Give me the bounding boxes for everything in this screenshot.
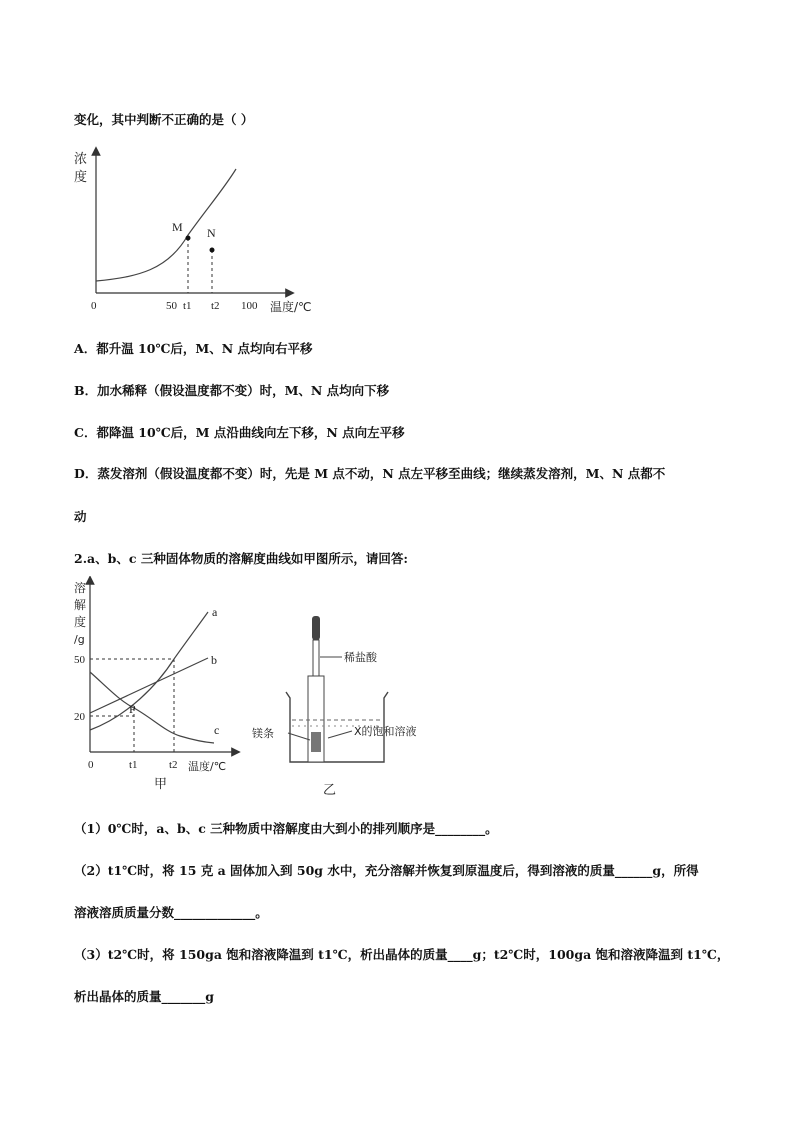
- caption-yi: 乙: [323, 783, 337, 798]
- q1-label-m: M: [172, 220, 183, 234]
- q1-curve: [96, 169, 236, 281]
- q1-xlabel: 温度/℃: [270, 300, 312, 314]
- q2-label-p: P: [129, 702, 136, 716]
- q2-label-b: b: [211, 653, 217, 667]
- q2-ylabel-4: /g: [74, 633, 85, 646]
- q2-ylabel-2: 解: [74, 598, 87, 612]
- q2-ylabel-1: 溶: [74, 581, 87, 595]
- q1-option-d-cont: 动: [74, 509, 87, 524]
- q2-tick-t2: t2: [169, 759, 178, 771]
- dropper-bulb: [312, 616, 320, 640]
- q2-label-c: c: [214, 723, 220, 737]
- q1-tick-t1: t1: [183, 300, 192, 312]
- q2-apparatus-diagram: [248, 612, 448, 837]
- q1-ylabel-1: 浓: [74, 152, 88, 167]
- q2-curve-a: [90, 612, 208, 730]
- q1-concentration-graph: [68, 145, 348, 320]
- q1-label-n: N: [207, 226, 216, 240]
- q1-option-c: C．都降温 10℃后，M 点沿曲线向左下移，N 点向左平移: [74, 425, 405, 440]
- label-solution: X的饱和溶液: [354, 725, 417, 738]
- mg-leader: [288, 733, 310, 740]
- q1-tick-0: 0: [91, 300, 97, 312]
- q2-tick-50: 50: [74, 654, 85, 666]
- label-acid: 稀盐酸: [344, 651, 377, 664]
- q1-point-n: [210, 248, 215, 253]
- q2-curve-c: [90, 672, 214, 743]
- q2-sub3-line1: （3）t2℃时，将 150ga 饱和溶液降温到 t1℃，析出晶体的质量____g；t2℃时，100ga 饱和溶液降温到 t1℃，: [74, 947, 730, 962]
- q2-sub2-line1: （2）t1℃时，将 15 克 a 固体加入到 50g 水中，充分溶解并恢复到原温度后，得到溶液的质量______g，所得: [74, 863, 699, 878]
- q2-xlabel: 温度/℃: [188, 760, 227, 773]
- q2-label-a: a: [212, 605, 218, 619]
- q2-sub2-line2: 溶液溶质质量分数_____________。: [74, 905, 268, 920]
- magnesium-strip: [311, 732, 321, 752]
- q1-tick-t2: t2: [211, 300, 220, 312]
- q1-option-b: B．加水稀释（假设温度都不变）时，M、N 点均向下移: [74, 383, 390, 398]
- q2-solubility-graph: [68, 576, 248, 796]
- q1-intro: 变化，其中判断不正确的是（ ）: [74, 112, 254, 127]
- q2-tick-t1: t1: [129, 759, 138, 771]
- solution-leader: [328, 731, 352, 738]
- q1-option-d: D．蒸发溶剂（假设温度都不变）时，先是 M 点不动，N 点左平移至曲线；继续蒸发溶剂，M、N 点都不: [74, 466, 666, 481]
- q2-sub1: （1）0℃时，a、b、c 三种物质中溶解度由大到小的排列顺序是________。: [74, 821, 498, 836]
- q1-ylabel-2: 度: [74, 170, 88, 185]
- q1-option-a: A．都升温 10℃后，M、N 点均向右平移: [74, 341, 313, 356]
- q2-sub3-line2: 析出晶体的质量_______g: [74, 989, 214, 1004]
- q1-tick-50: 50: [166, 300, 177, 312]
- label-mg: 镁条: [252, 727, 274, 740]
- q2-ylabel-3: 度: [74, 615, 87, 629]
- q1-point-m: [186, 236, 191, 241]
- q2-caption-jia: 甲: [154, 777, 168, 792]
- q2-tick-20: 20: [74, 711, 85, 723]
- q2-curve-b: [90, 658, 208, 713]
- q1-tick-100: 100: [241, 300, 258, 312]
- q2-tick-0: 0: [88, 759, 94, 771]
- q2-intro: 2.a、b、c 三种固体物质的溶解度曲线如甲图所示，请回答:: [74, 551, 408, 566]
